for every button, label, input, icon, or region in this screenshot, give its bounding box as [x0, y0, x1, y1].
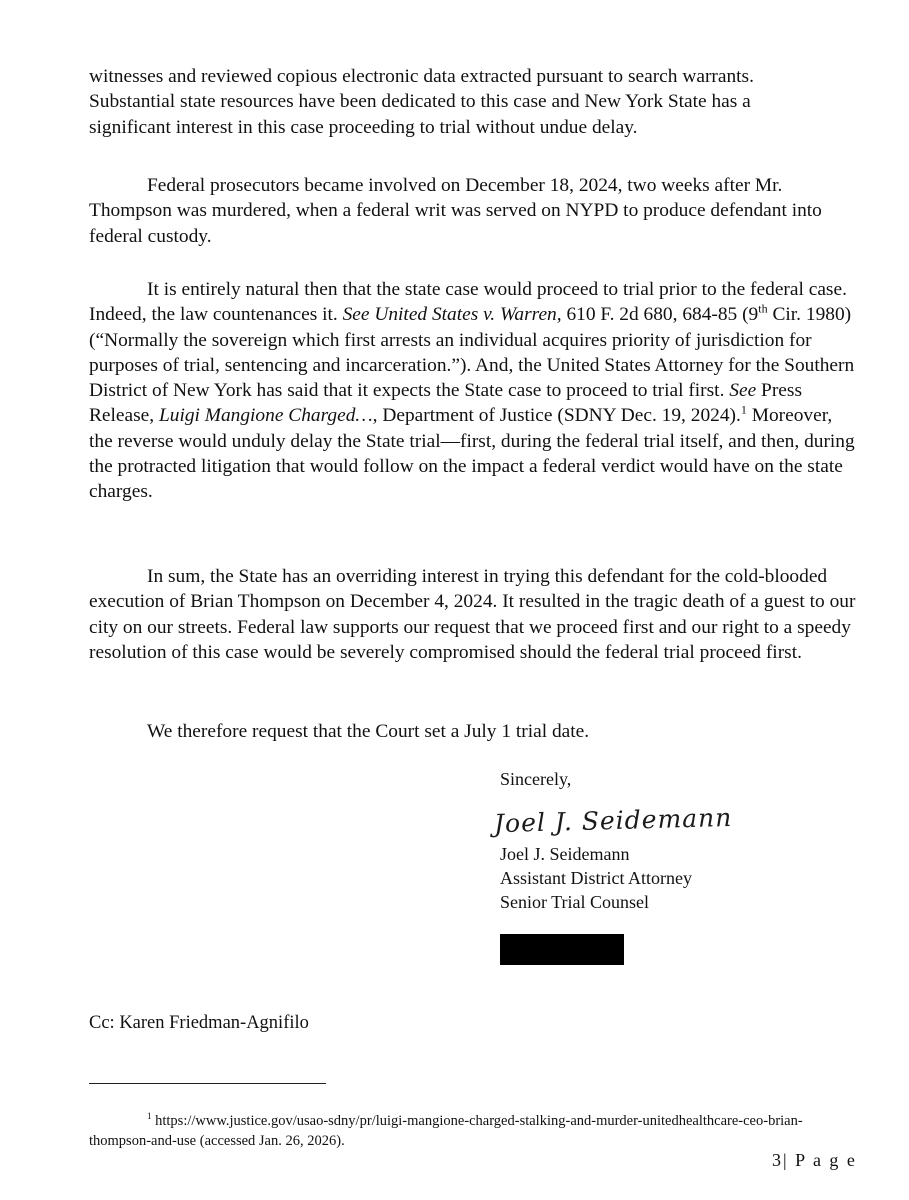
paragraph-line: witnesses and reviewed copious electronic data extracted pursuant to search warrants. — [89, 66, 754, 87]
paragraph-request: We therefore request that the Court set a July 1 trial date. — [147, 721, 590, 742]
signer-title: Senior Trial Counsel — [500, 892, 650, 912]
closing-salutation: Sincerely, — [500, 769, 572, 789]
footnote-number: 1 — [147, 1110, 152, 1121]
case-citation: See United States v. Warren, — [342, 304, 562, 326]
signature-block — [500, 842, 692, 914]
ordinal-suffix: th — [758, 301, 768, 316]
paragraph-continuation — [89, 64, 859, 140]
paragraph-state-priority: It is entirely natural then that the state case would proceed to trial prior to the federal case. Indeed, the law countenances it. See United States v. Warren, 610 F. 2d 680, 684-85 (9th Cir. 1980) (“Normally the sovereign which first arrests an individual acquires priority of jurisdiction for purposes of trial, sentencing and incarceration.”). And, the United States Attorney for the Southern District of New York has said that it expects the State case to proceed to trial first. See Press Release, Luigi Mangione Charged…, Department of Justice (SDNY Dec. 19, 2024).$^1$ Moreover, the reverse would unduly delay the State trial—first, during the federal trial itself, and then, during the protracted litigation that would follow on the impact a federal verdict would have on the state charges. — [89, 279, 855, 503]
paragraph-summary: In sum, the State has an overriding interest in trying this defendant for the cold-blooded execution of Brian Thompson on December 4, 2024. It resulted in the tragic death of a guest to our city on our streets. Federal law supports our request that we proceed first and our right to a speedy resolution of this case would be severely compromised should the federal trial proceed first. — [89, 566, 856, 663]
footnote — [89, 1111, 809, 1151]
paragraph-line: Substantial state resources have been dedicated to this case and New York State has a — [89, 91, 751, 113]
paragraph-federal-involvement: Federal prosecutors became involved on December 18, 2024, two weeks after Mr. Thompson was murdered, when a federal writ was served on NYPD to produce defendant into federal custody. — [89, 175, 822, 247]
footnote-reference: 1 — [740, 403, 747, 418]
signal-see: See — [729, 380, 757, 402]
footnote-divider — [89, 1083, 326, 1084]
signer-title: Assistant District Attorney — [500, 868, 692, 888]
paragraph-line: significant interest in this case proceeding to trial without undue delay. — [89, 116, 638, 138]
footnote-text: https://www.justice.gov/usao-sdny/pr/luigi-mangione-charged-stalking-and-murder-unitedhealthcare-ceo-brian-thompson-and-use (accessed Jan. 26, 2026). — [89, 1112, 803, 1149]
page-number: 3| P a g e — [772, 1150, 857, 1170]
signer-name: Joel J. Seidemann — [500, 844, 630, 864]
press-release-title: Luigi Mangione Charged… — [159, 405, 373, 427]
redaction-box — [500, 934, 624, 965]
handwritten-signature: Joel J. Seidemann — [493, 802, 733, 839]
cc-line: Cc: Karen Friedman-Agnifilo — [89, 1013, 309, 1033]
